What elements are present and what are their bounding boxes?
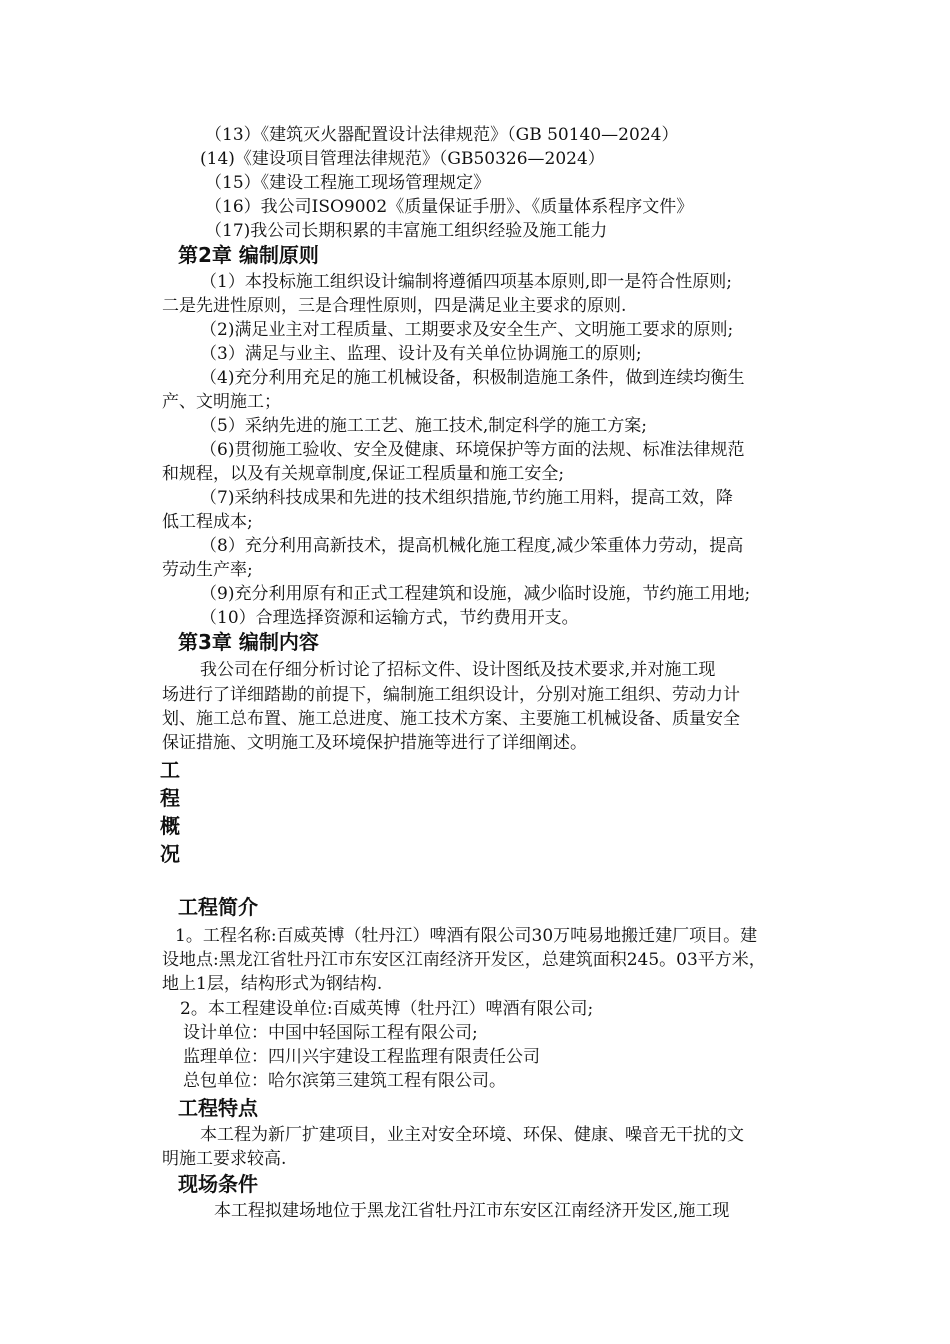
paragraph-line: 1。工程名称:百威英博（牡丹江）啤酒有限公司30万吨易地搬迁建厂项目。建	[175, 926, 758, 946]
reference-line: （17)我公司长期积累的丰富施工组织经验及施工能力	[205, 221, 608, 241]
paragraph-line: 二是先进性原则，三是合理性原则，四是满足业主要求的原则.	[162, 296, 627, 316]
paragraph-line: （6)贯彻施工验收、安全及健康、环境保护等方面的法规、标准法律规范	[200, 440, 745, 460]
paragraph-line: （5）采纳先进的施工工艺、施工技术,制定科学的施工方案;	[200, 416, 647, 436]
paragraph-line: 总包单位：哈尔滨第三建筑工程有限公司。	[183, 1071, 506, 1091]
paragraph-line: 产、文明施工；	[162, 392, 281, 412]
vertical-heading-char: 工	[160, 758, 180, 782]
paragraph-line: （3）满足与业主、监理、设计及有关单位协调施工的原则;	[200, 344, 642, 364]
section-heading: 工程特点	[178, 1096, 258, 1120]
paragraph-line: 和规程，以及有关规章制度,保证工程质量和施工安全;	[162, 464, 565, 484]
paragraph-line: （1）本投标施工组织设计编制将遵循四项基本原则,即一是符合性原则;	[200, 272, 732, 292]
paragraph-line: 我公司在仔细分析讨论了招标文件、设计图纸及技术要求,并对施工现	[200, 660, 716, 680]
paragraph-line: 劳动生产率;	[162, 560, 253, 580]
paragraph-line: 设地点:黑龙江省牡丹江市东安区江南经济开发区，总建筑面积245。03平方米，	[162, 950, 766, 970]
paragraph-line: 监理单位：四川兴宇建设工程监理有限责任公司	[183, 1047, 540, 1067]
paragraph-line: （2)满足业主对工程质量、工期要求及安全生产、文明施工要求的原则;	[200, 320, 734, 340]
chapter-heading: 第2章 编制原则	[178, 243, 319, 267]
paragraph-line: 划、施工总布置、施工总进度、施工技术方案、主要施工机械设备、质量安全	[162, 709, 740, 729]
paragraph-line: 地上1层，结构形式为钢结构.	[162, 974, 383, 994]
vertical-heading-char: 概	[160, 814, 180, 838]
vertical-heading-char: 程	[160, 786, 180, 810]
section-heading: 现场条件	[178, 1172, 258, 1196]
paragraph-line: 本工程拟建场地位于黑龙江省牡丹江市东安区江南经济开发区,施工现	[214, 1201, 730, 1221]
paragraph-line: （10）合理选择资源和运输方式，节约费用开支。	[200, 608, 579, 628]
vertical-heading-char: 况	[160, 842, 180, 866]
paragraph-line: （7)采纳科技成果和先进的技术组织措施,节约施工用料，提高工效，降	[200, 488, 733, 508]
reference-line: (14)《建设项目管理法律规范》（GB50326—2024）	[200, 149, 605, 169]
paragraph-line: 设计单位：中国中轻国际工程有限公司;	[183, 1023, 478, 1043]
paragraph-line: 本工程为新厂扩建项目，业主对安全环境、环保、健康、噪音无干扰的文	[200, 1125, 744, 1145]
reference-line: （13）《建筑灭火器配置设计法律规范》（GB 50140—2024）	[205, 125, 679, 145]
paragraph-line: 2。本工程建设单位:百威英博（牡丹江）啤酒有限公司;	[180, 999, 594, 1019]
reference-line: （16）我公司ISO9002《质量保证手册》、《质量体系程序文件》	[205, 197, 694, 217]
paragraph-line: （9)充分利用原有和正式工程建筑和设施，减少临时设施，节约施工用地;	[200, 584, 751, 604]
paragraph-line: 保证措施、文明施工及环境保护措施等进行了详细阐述。	[162, 733, 587, 753]
section-heading: 工程简介	[178, 895, 258, 919]
paragraph-line: 场进行了详细踏勘的前提下，编制施工组织设计，分别对施工组织、劳动力计	[162, 685, 740, 705]
chapter-heading: 第3章 编制内容	[178, 630, 319, 654]
paragraph-line: 低工程成本;	[162, 512, 253, 532]
paragraph-line: （4)充分利用充足的施工机械设备，积极制造施工条件，做到连续均衡生	[200, 368, 745, 388]
paragraph-line: （8）充分利用高新技术，提高机械化施工程度,减少笨重体力劳动，提高	[200, 536, 744, 556]
reference-line: （15）《建设工程施工现场管理规定》	[205, 173, 491, 193]
paragraph-line: 明施工要求较高.	[162, 1149, 287, 1169]
